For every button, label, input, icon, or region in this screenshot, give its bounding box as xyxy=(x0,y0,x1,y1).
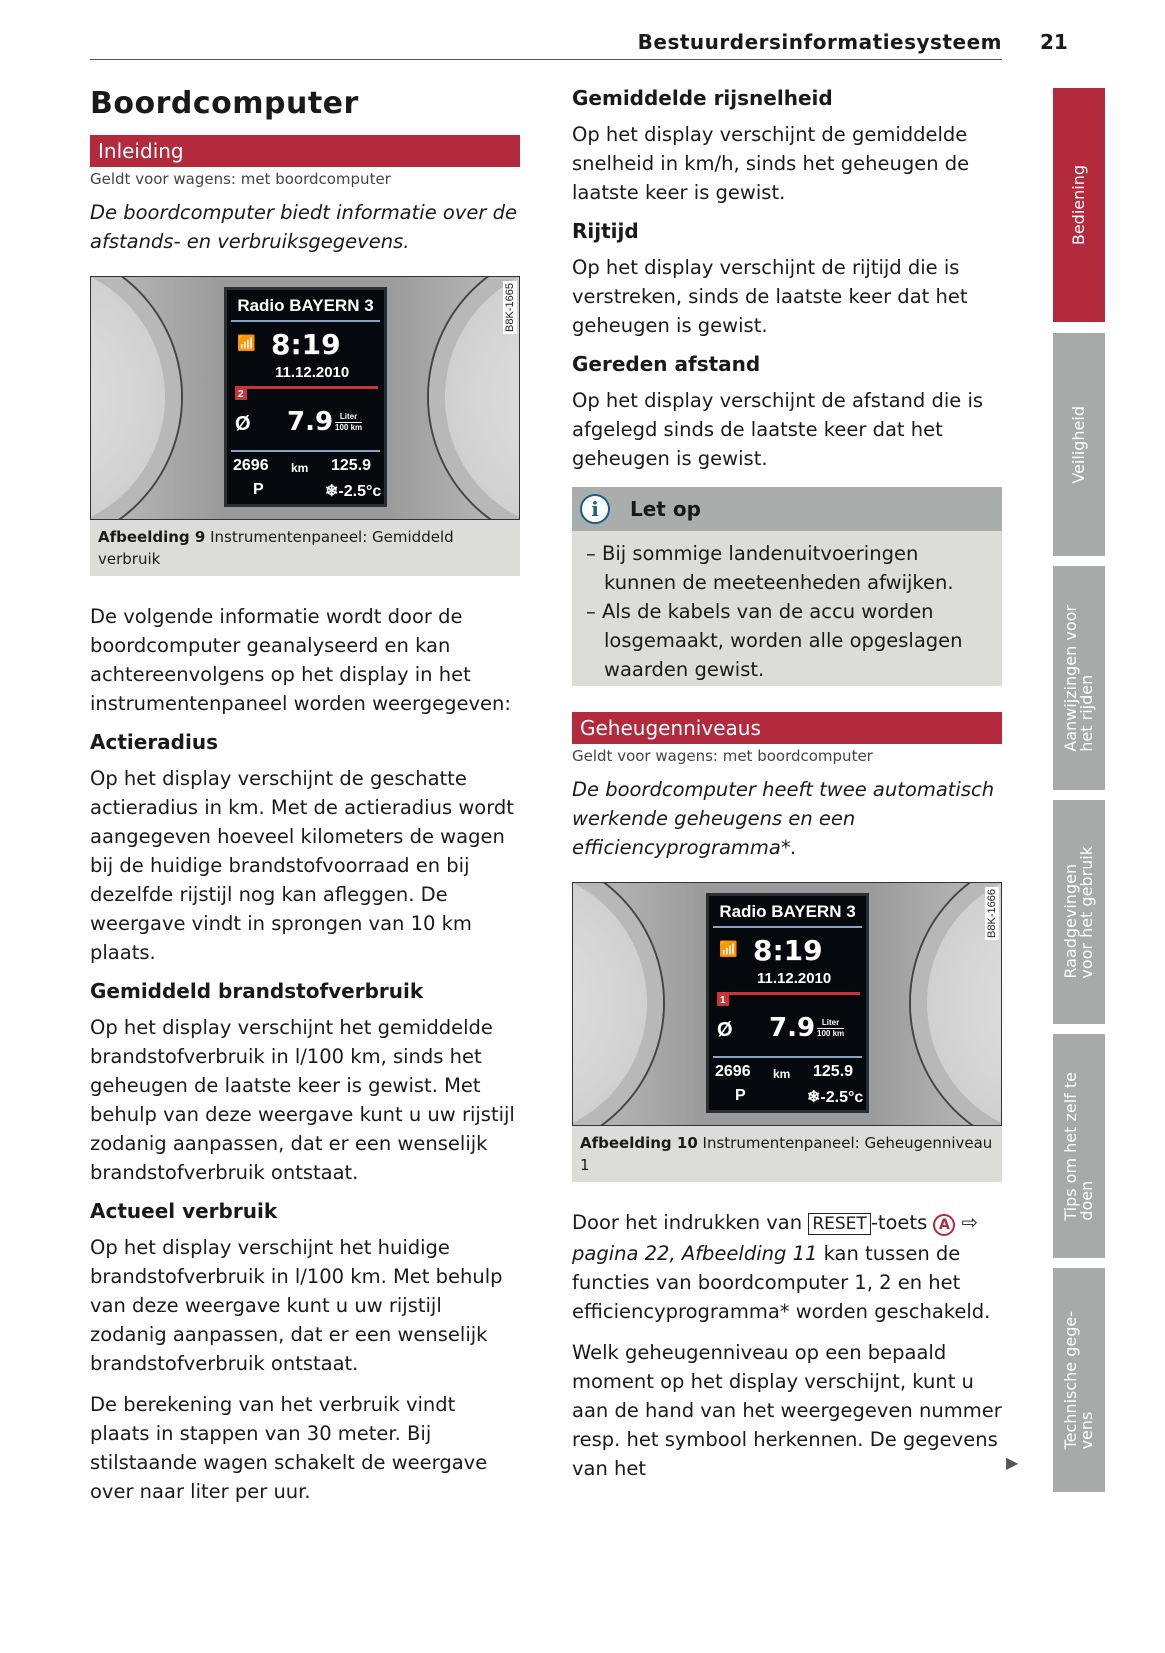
paragraph: Op het display verschijnt de geschatte actieradius in km. Met de actieradius wordt aangegeven hoeveel kilometers de wagen bij de huidige brandstofvoorraad en bij dezelfde rijstijl nog kan afleggen. De weergave vindt in sprongen van 10 km plaats. xyxy=(90,767,514,964)
intro-text: De boordcomputer heeft twee automatisch werkende geheugens en een efficiencyprogramma*. xyxy=(572,778,995,859)
tab-raadgevingen[interactable] xyxy=(1053,800,1105,1024)
gear: P xyxy=(253,481,264,498)
unit xyxy=(335,412,362,433)
caption-label: Afbeelding 9 xyxy=(98,528,206,546)
average-symbol: Ø xyxy=(235,413,251,435)
tab-label: Technische gege- vens xyxy=(1061,1310,1096,1450)
paragraph: Op het display verschijnt de rijtijd die is verstreken, sinds de laatste keer dat het geheugen is gewist. xyxy=(572,256,968,337)
heading: Actieradius xyxy=(90,730,218,754)
paragraph: Op het display verschijnt het gemiddelde brandstofverbruik in l/100 km, sinds het geheugen de laatste keer is gewist. Met behulp van deze weergave kunt u uw rijstijl zodanig aanpassen, dat er een wenselijk brandstofverbruik ontstaat. xyxy=(90,1016,515,1184)
reset-key: RESET xyxy=(808,1213,870,1235)
date: 11.12.2010 xyxy=(275,364,350,381)
station: Radio BAYERN 3 xyxy=(231,290,380,322)
caption-text: Instrumentenpaneel: Geheugenniveau 1 xyxy=(580,1134,993,1174)
paragraph: Welk geheugenniveau op een bepaald moment op het display verschijnt, kunt u aan de hand van het weergegeven nummer resp. het symbool herkennen. De gegevens van het xyxy=(572,1341,1002,1480)
speedometer-dial xyxy=(90,276,181,520)
running-header xyxy=(90,28,1002,60)
tab-label: Aanwijzingen voor het rijden xyxy=(1061,604,1096,752)
time: 8:19 xyxy=(271,328,341,361)
page-number: 21 xyxy=(1040,30,1068,54)
tab-technische-gegevens[interactable] xyxy=(1053,1268,1105,1492)
applies-note: Geldt voor wagens: met boordcomputer xyxy=(572,747,873,765)
trip: 125.9 xyxy=(331,457,372,474)
page-reference-link[interactable]: ⇨ pagina 22, Afbeelding 11 xyxy=(572,1211,978,1265)
text: kan tussen de functies van boordcomputer 1, 2 en het efficiencyprogramma* worden geschakeld. xyxy=(572,1242,991,1323)
divider xyxy=(717,992,860,995)
section-heading: Geheugenniveaus xyxy=(572,712,1002,744)
figure-instrument-panel xyxy=(90,276,520,520)
triangle-right-icon: ▶ xyxy=(1006,1453,1019,1472)
unit xyxy=(817,1018,844,1039)
paragraph: Op het display verschijnt de afstand die is afgelegd sinds de laatste keer dat het geheugen is gewist. xyxy=(572,389,984,470)
time: 8:19 xyxy=(753,934,823,967)
average-symbol: Ø xyxy=(717,1019,733,1041)
odometer: 2696 xyxy=(715,1063,751,1080)
figure-instrument-panel xyxy=(572,882,1002,1126)
divider xyxy=(231,450,380,452)
temperature: ❄-2.5°c xyxy=(325,483,382,500)
speedometer-dial xyxy=(572,882,663,1126)
unit-bottom: 100 km xyxy=(335,423,363,432)
tab-aanwijzingen[interactable] xyxy=(1053,566,1105,790)
note-item: – Als de kabels van de accu worden losgemaakt, worden alle opgeslagen waarden gewist. xyxy=(586,600,963,681)
tab-tips[interactable] xyxy=(1053,1034,1105,1258)
figure-id: B8K-1665 xyxy=(504,283,516,332)
heading: Rijtijd xyxy=(572,219,639,243)
memory-badge: 2 xyxy=(235,389,247,400)
tab-veiligheid[interactable] xyxy=(1053,333,1105,556)
tab-label: Bediening xyxy=(1069,164,1088,246)
station: Radio BAYERN 3 xyxy=(713,896,862,928)
driver-display xyxy=(224,287,387,507)
callout-a: A xyxy=(933,1214,955,1236)
figure-caption xyxy=(572,1126,1002,1182)
text: Door het indrukken van xyxy=(572,1211,809,1234)
caption-label: Afbeelding 10 xyxy=(580,1134,698,1152)
paragraph xyxy=(572,1208,1002,1326)
unit-top: Liter xyxy=(335,412,362,423)
unit-top: Liter xyxy=(817,1018,844,1029)
applies-note: Geldt voor wagens: met boordcomputer xyxy=(90,170,391,188)
section-heading: Inleiding xyxy=(90,135,520,167)
divider xyxy=(235,386,378,389)
trip: 125.9 xyxy=(813,1063,854,1080)
heading: Gemiddelde rijsnelheid xyxy=(572,86,833,110)
odometer-unit: km xyxy=(773,1067,791,1081)
note-title: Let op xyxy=(630,497,701,521)
driver-display xyxy=(706,893,869,1113)
tab-label: Raadgevingen voor het gebruik xyxy=(1061,845,1096,979)
antenna-icon: 📶 xyxy=(237,335,256,352)
figure-id: B8K-1666 xyxy=(986,889,998,938)
right-column xyxy=(572,86,1002,1495)
intro-text: De boordcomputer biedt informatie over de afstands- en verbruiksgegevens. xyxy=(90,201,517,253)
memory-badge: 1 xyxy=(717,995,729,1006)
odometer-unit: km xyxy=(291,461,309,475)
gear: P xyxy=(735,1087,746,1104)
text: -toets xyxy=(870,1211,934,1234)
date: 11.12.2010 xyxy=(757,970,832,987)
paragraph: Op het display verschijnt de gemiddelde snelheid in km/h, sinds het geheugen de laatste keer is gewist. xyxy=(572,123,970,204)
unit-bottom: 100 km xyxy=(817,1029,845,1038)
paragraph: De berekening van het verbruik vindt plaats in stappen van 30 meter. Bij stilstaande wagen schakelt de weergave over naar liter per uur. xyxy=(90,1393,488,1503)
heading: Gemiddeld brandstofverbruik xyxy=(90,979,424,1003)
header-title: Bestuurdersinformatiesysteem xyxy=(637,30,1002,54)
figure-caption xyxy=(90,520,520,576)
heading: Gereden afstand xyxy=(572,352,761,376)
paragraph: De volgende informatie wordt door de boordcomputer geanalyseerd en kan achtereenvolgens op het display in het instrumentenpaneel worden weergegeven: xyxy=(90,605,511,715)
divider xyxy=(713,1056,862,1058)
consumption: 7.9 xyxy=(769,1013,816,1043)
tab-label: Tips om het zelf te doen xyxy=(1061,1071,1096,1221)
paragraph: Op het display verschijnt het huidige brandstofverbruik in l/100 km. Met behulp van deze weergave kunt u uw rijstijl zodanig aanpassen, dat er een wenselijk brandstofverbruik ontstaat. xyxy=(90,1236,503,1375)
caption-text: Instrumentenpaneel: Gemiddeld verbruik xyxy=(98,528,454,568)
consumption: 7.9 xyxy=(287,407,334,437)
page-title: Boordcomputer xyxy=(90,86,359,121)
left-column xyxy=(90,86,520,1518)
antenna-icon: 📶 xyxy=(719,941,738,958)
info-icon: i xyxy=(580,494,610,524)
odometer: 2696 xyxy=(233,457,269,474)
tab-bediening[interactable] xyxy=(1053,88,1105,322)
note-box xyxy=(572,487,1002,686)
heading: Actueel verbruik xyxy=(90,1199,278,1223)
tab-label: Veiligheid xyxy=(1069,405,1088,484)
note-item: – Bij sommige landenuitvoeringen kunnen de meeteenheden afwijken. xyxy=(586,542,954,594)
temperature: ❄-2.5°c xyxy=(807,1089,864,1106)
